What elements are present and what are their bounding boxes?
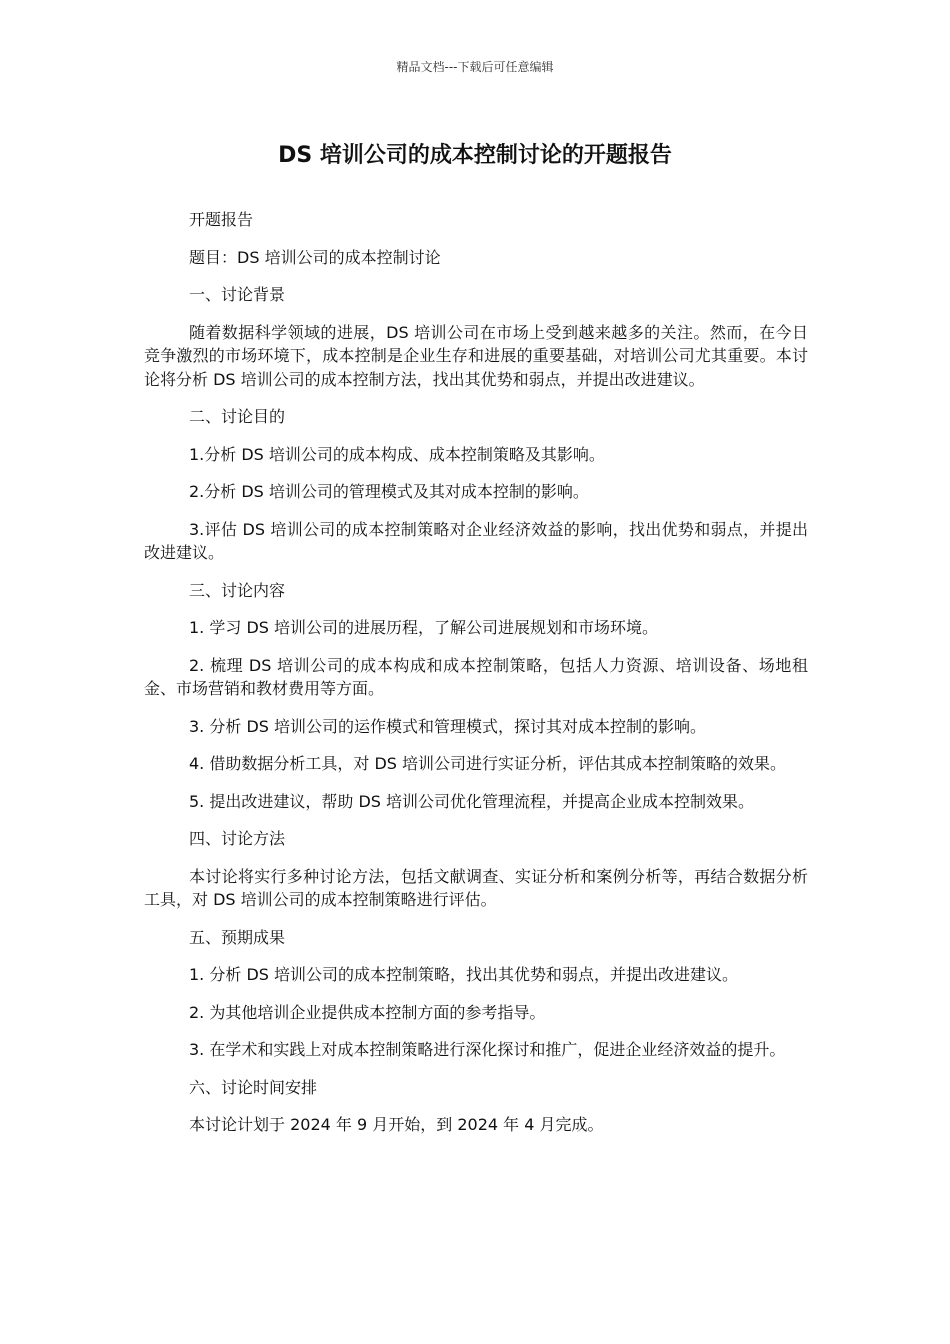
section-heading-method: 四、讨论方法 xyxy=(189,829,286,848)
schedule-paragraph: 本讨论计划于 2024 年 9 月开始，到 2024 年 4 月完成。 xyxy=(189,1115,604,1134)
content-item: 3. 分析 DS 培训公司的运作模式和管理模式，探讨其对成本控制的影响。 xyxy=(189,716,707,736)
document-title: DS 培训公司的成本控制讨论的开题报告 xyxy=(278,143,672,168)
topic-line: 题目：DS 培训公司的成本控制讨论 xyxy=(189,247,441,267)
content-item: 5. 提出改进建议，帮助 DS 培训公司优化管理流程，并提高企业成本控制效果。 xyxy=(189,791,755,811)
purpose-item: 2.分析 DS 培训公司的管理模式及其对成本控制的影响。 xyxy=(189,482,589,501)
purpose-item: 1.分析 DS 培训公司的成本构成、成本控制策略及其影响。 xyxy=(189,444,605,464)
results-item: 2. 为其他培训企业提供成本控制方面的参考指导。 xyxy=(189,1002,546,1022)
purpose-item: 3.评估 DS 培训公司的成本控制策略对企业经济效益的影响，找出优势和弱点，并提出改进建议。 xyxy=(144,519,808,562)
results-item: 3. 在学术和实践上对成本控制策略进行深化探讨和推广，促进企业经济效益的提升。 xyxy=(189,1040,786,1059)
section-heading-results: 五、预期成果 xyxy=(189,927,286,947)
content-item: 4. 借助数据分析工具，对 DS 培训公司进行实证分析，评估其成本控制策略的效果。 xyxy=(189,754,787,773)
content-item: 1. 学习 DS 培训公司的进展历程，了解公司进展规划和市场环境。 xyxy=(189,618,659,637)
section-heading-content: 三、讨论内容 xyxy=(189,580,286,600)
section-heading-background: 一、讨论背景 xyxy=(189,285,286,304)
section-heading-purpose: 二、讨论目的 xyxy=(189,407,286,426)
results-item: 1. 分析 DS 培训公司的成本控制策略，找出其优势和弱点，并提出改进建议。 xyxy=(189,965,739,984)
header-note: 精品文档---下载后可任意编辑 xyxy=(396,60,554,74)
content-item: 2. 梳理 DS 培训公司的成本构成和成本控制策略，包括人力资源、培训设备、场地租金、市场营销和教材费用等方面。 xyxy=(144,655,808,698)
method-paragraph: 本讨论将实行多种讨论方法，包括文献调查、实证分析和案例分析等，再结合数据分析工具，对 DS 培训公司的成本控制策略进行评估。 xyxy=(144,866,808,909)
document-body xyxy=(144,208,808,1151)
heading-report-label: 开题报告 xyxy=(189,210,254,229)
section-heading-schedule: 六、讨论时间安排 xyxy=(189,1077,318,1097)
background-paragraph: 随着数据科学领域的进展，DS 培训公司在市场上受到越来越多的关注。然而，在今日竞争激烈的市场环境下，成本控制是企业生存和进展的重要基础，对培训公司尤其重要。本讨论将分析 DS 培训公司的成本控制方法，找出其优势和弱点，并提出改进建议。 xyxy=(144,322,808,389)
